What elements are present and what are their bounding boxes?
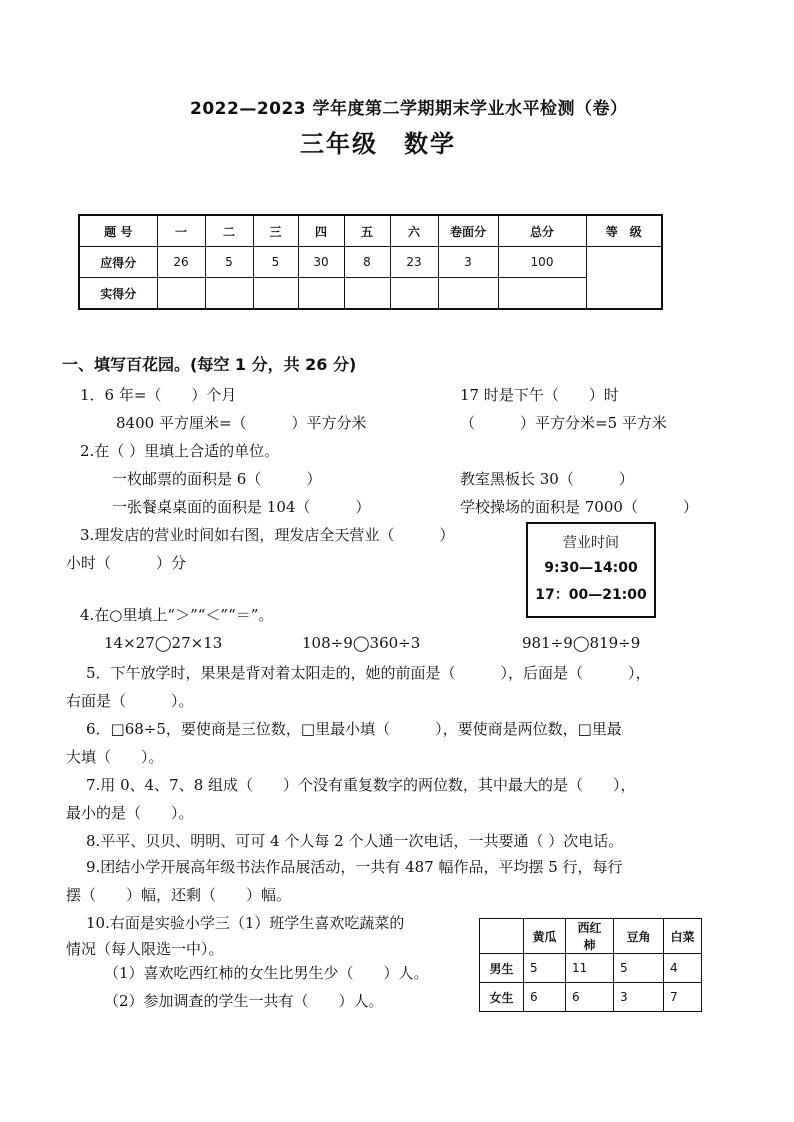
- question-10-line2: 情况（每人限选一中）。: [66, 940, 224, 958]
- table-corner: [480, 919, 524, 954]
- score-header: 二: [205, 215, 253, 247]
- score-blank[interactable]: [390, 278, 438, 310]
- question-3-line1: 3.理发店的营业时间如右图，理发店全天营业（ ）: [80, 526, 455, 544]
- score-header: 一: [157, 215, 205, 247]
- question-4b: 108÷9◯360÷3: [302, 634, 421, 652]
- score-point: 30: [298, 247, 344, 278]
- question-8: 8.平平、贝贝、明明、可可 4 个人每 2 个人通一次电话，一共要通（ ）次电话。: [86, 832, 624, 850]
- question-2c: 一张餐桌桌面的面积是 104（ ）: [112, 498, 371, 516]
- table-row: [480, 983, 702, 1012]
- question-4c: 981÷9◯819÷9: [522, 634, 641, 652]
- question-9-line2: 摆（ ）幅，还剩（ ）幅。: [66, 886, 292, 904]
- score-header: 卷面分: [438, 215, 498, 247]
- business-hours-morning: 9:30—14:00: [544, 560, 638, 576]
- question-4a: 14×27◯27×13: [104, 634, 223, 652]
- score-header: 三: [253, 215, 298, 247]
- question-2a: 一枚邮票的面积是 6（ ）: [112, 470, 322, 488]
- question-5-line1: 5．下午放学时，果果是背对着太阳走的，她的前面是（ ），后面是（ ），: [86, 664, 651, 682]
- table-header: 西红柿: [566, 919, 614, 954]
- question-10-line1: 10.右面是实验小学三（1）班学生喜欢吃蔬菜的: [86, 914, 405, 932]
- question-9-line1: 9.团结小学开展高年级书法作品展活动，一共有 487 幅作品，平均摆 5 行，每行: [86, 858, 623, 876]
- table-row: [480, 919, 702, 954]
- table-cell: 4: [664, 954, 702, 983]
- score-header: 五: [344, 215, 390, 247]
- score-point: 23: [390, 247, 438, 278]
- question-10-sub1: （1）喜欢吃西红柿的女生比男生少（ ）人。: [104, 964, 429, 982]
- business-hours-title: 营业时间: [563, 535, 619, 551]
- table-cell: 6: [524, 983, 566, 1012]
- score-blank[interactable]: [298, 278, 344, 310]
- question-6-line2: 大填（ ）。: [66, 748, 164, 766]
- question-2b: 教室黑板长 30（ ）: [460, 470, 634, 488]
- question-1a: 1．6 年=（ ）个月: [80, 386, 237, 404]
- grade-cell[interactable]: [586, 247, 662, 310]
- table-header: 黄瓜: [524, 919, 566, 954]
- score-points-row: [79, 247, 662, 278]
- business-hours-evening: 17：00—21:00: [535, 587, 647, 603]
- question-5-line2: 右面是（ ）。: [66, 692, 194, 710]
- section-heading: 一、填写百花园。(每空 1 分，共 26 分): [62, 355, 357, 374]
- table-cell: 5: [614, 954, 664, 983]
- score-header: 总分: [498, 215, 586, 247]
- row-label: 男生: [480, 954, 524, 983]
- question-1b: 17 时是下午（ ）时: [460, 386, 619, 404]
- question-3-line2: 小时（ ）分: [66, 554, 187, 572]
- question-10-sub2: （2）参加调查的学生一共有（ ）人。: [104, 992, 384, 1010]
- score-point: 100: [498, 247, 586, 278]
- table-row: [480, 954, 702, 983]
- table-cell: 5: [524, 954, 566, 983]
- score-blank[interactable]: [344, 278, 390, 310]
- score-point: 26: [157, 247, 205, 278]
- table-header: 白菜: [664, 919, 702, 954]
- score-header: 等 级: [586, 215, 662, 247]
- question-2d: 学校操场的面积是 7000（ ）: [460, 498, 698, 516]
- business-hours-box: [526, 522, 656, 618]
- row-label: 实得分: [79, 278, 157, 310]
- score-blank[interactable]: [205, 278, 253, 310]
- table-cell: 3: [614, 983, 664, 1012]
- table-cell: 7: [664, 983, 702, 1012]
- row-label: 应得分: [79, 247, 157, 278]
- table-header: 豆角: [614, 919, 664, 954]
- score-blank[interactable]: [157, 278, 205, 310]
- score-header: 六: [390, 215, 438, 247]
- question-7-line1: 7.用 0、4、7、8 组成（ ）个没有重复数字的两位数，其中最大的是（ ），: [86, 776, 636, 794]
- score-actual-row: [79, 278, 662, 310]
- question-2-stem: 2.在（ ）里填上合适的单位。: [80, 442, 280, 460]
- score-point: 5: [253, 247, 298, 278]
- table-cell: 11: [566, 954, 614, 983]
- score-point: 5: [205, 247, 253, 278]
- score-blank[interactable]: [253, 278, 298, 310]
- question-1c: 8400 平方厘米=（ ）平方分米: [116, 414, 367, 432]
- table-cell: 6: [566, 983, 614, 1012]
- score-point: 8: [344, 247, 390, 278]
- score-header: 四: [298, 215, 344, 247]
- score-point: 3: [438, 247, 498, 278]
- exam-title: 2022—2023 学年度第二学期期末学业水平检测（卷）: [190, 99, 628, 119]
- question-6-line1: 6．□68÷5，要使商是三位数，□里最小填（ ），要使商是两位数，□里最: [86, 720, 622, 738]
- question-4-stem: 4.在○里填上“＞”“＜”“＝”。: [80, 606, 274, 624]
- question-7-line2: 最小的是（ ）。: [66, 804, 194, 822]
- row-label: 题 号: [79, 215, 157, 247]
- row-label: 女生: [480, 983, 524, 1012]
- question-1d: （ ）平方分米=5 平方米: [460, 414, 667, 432]
- score-blank[interactable]: [438, 278, 498, 310]
- score-header-row: [79, 215, 662, 247]
- vegetable-table: [479, 918, 702, 1012]
- exam-subtitle: 三年级 数学: [300, 130, 456, 158]
- score-blank[interactable]: [498, 278, 586, 310]
- score-table: [78, 214, 663, 310]
